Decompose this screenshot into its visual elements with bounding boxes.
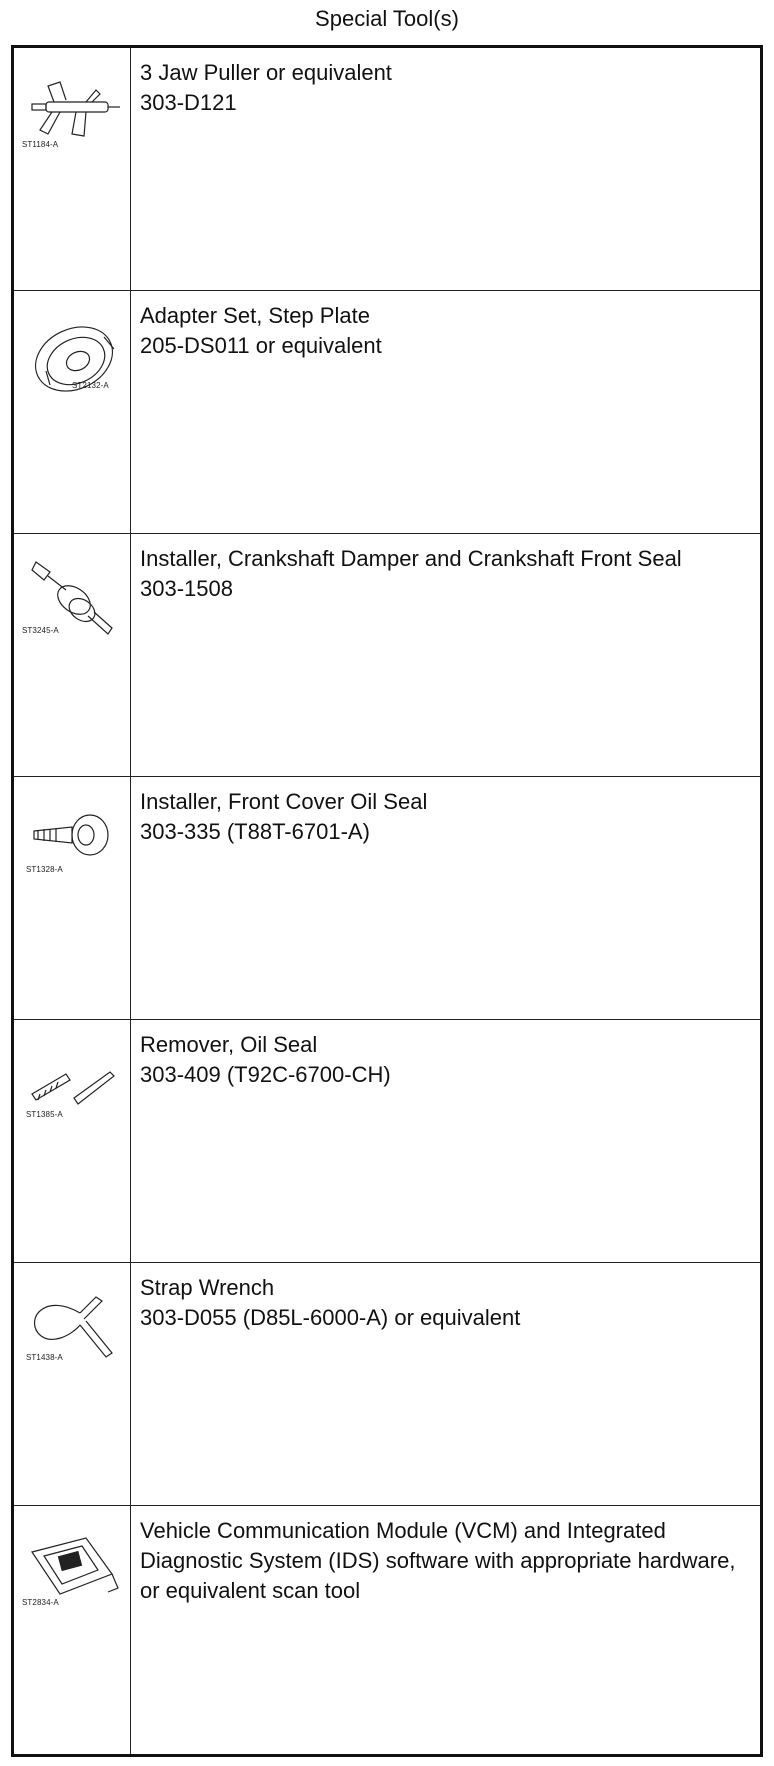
table-row <box>14 1020 760 1263</box>
tool-name: Installer, Front Cover Oil Seal <box>140 789 428 814</box>
tool-code: ST2132-A <box>72 381 109 390</box>
tool-description <box>140 301 750 361</box>
tool-description <box>140 1516 750 1606</box>
tool-name: Remover, Oil Seal <box>140 1032 318 1057</box>
table-row <box>14 1263 760 1506</box>
tool-code: ST1438-A <box>26 1353 63 1362</box>
tool-name: Adapter Set, Step Plate <box>140 303 370 328</box>
tool-image-cell <box>14 534 131 776</box>
tool-code: ST1385-A <box>26 1110 63 1119</box>
table-row <box>14 48 760 291</box>
tool-number: 303-1508 <box>140 576 233 601</box>
tool-image-cell <box>14 1263 131 1505</box>
tool-description <box>140 1273 750 1333</box>
tool-image-cell <box>14 1506 131 1754</box>
tool-name: Vehicle Communication Module (VCM) and Integrated Diagnostic System (IDS) software with appropriate hardware, or equivalent scan tool <box>140 1518 736 1603</box>
tool-code: ST2834-A <box>22 1598 59 1607</box>
tool-image-cell <box>14 291 131 533</box>
tool-number: 205-DS011 or equivalent <box>140 333 382 358</box>
tool-code: ST1184-A <box>22 140 59 149</box>
tool-number: 303-409 (T92C-6700-CH) <box>140 1062 391 1087</box>
tool-name: Strap Wrench <box>140 1275 275 1300</box>
tool-code: ST3245-A <box>22 626 59 635</box>
tool-name: 3 Jaw Puller or equivalent <box>140 60 392 85</box>
special-tools-table <box>11 45 763 1757</box>
table-row <box>14 534 760 777</box>
tool-description <box>140 58 750 118</box>
table-row <box>14 291 760 534</box>
table-row <box>14 1506 760 1754</box>
tool-name: Installer, Crankshaft Damper and Crankshaft Front Seal <box>140 546 682 571</box>
tool-code: ST1328-A <box>26 865 63 874</box>
tool-number: 303-D121 <box>140 90 237 115</box>
tool-description <box>140 1030 750 1090</box>
tool-image-cell <box>14 1020 131 1262</box>
page-title: Special Tool(s) <box>315 6 459 31</box>
tool-description <box>140 544 750 604</box>
tool-description <box>140 787 750 847</box>
tool-number: 303-335 (T88T-6701-A) <box>140 819 370 844</box>
tool-image-cell <box>14 777 131 1019</box>
tool-image-cell <box>14 48 131 290</box>
table-row <box>14 777 760 1020</box>
tool-number: 303-D055 (D85L-6000-A) or equivalent <box>140 1305 521 1330</box>
